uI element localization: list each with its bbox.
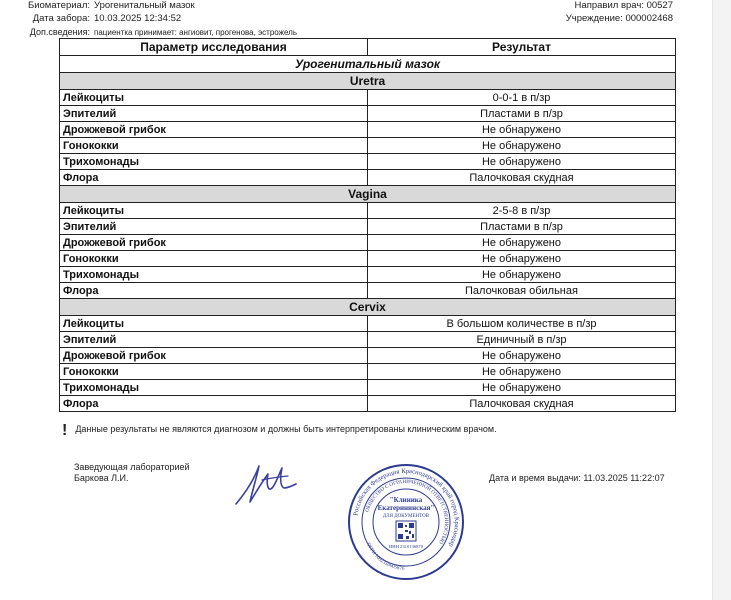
result-cell: Единичный в п/зр <box>368 332 676 348</box>
param-cell: Эпителий <box>60 106 368 122</box>
table-row <box>60 122 676 138</box>
param-cell: Трихомонады <box>60 380 368 396</box>
stamp-inner-text: ОБЩЕСТВО С ОГРАНИЧЕННОЙ ОТВЕТСТВЕННОСТЬЮ <box>364 478 450 545</box>
stamp-inn: ИНН 2310136870 <box>388 544 424 549</box>
extra-value: пациентка принимает: ангиовит, прогенова, эстрожель <box>94 28 298 37</box>
table-header-row <box>60 39 676 56</box>
biomaterial-line <box>2 0 195 11</box>
param-cell: Гонококки <box>60 251 368 267</box>
result-cell: Не обнаружено <box>368 138 676 154</box>
table-row <box>60 267 676 283</box>
section-name: Vagina <box>60 186 676 203</box>
result-cell: Не обнаружено <box>368 235 676 251</box>
param-cell: Флора <box>60 396 368 412</box>
param-cell: Гонококки <box>60 138 368 154</box>
param-cell: Дрожжевой грибок <box>60 122 368 138</box>
stamp-outer-text: Российская Федерация Краснодарский край город Краснодар <box>352 467 461 549</box>
table-row <box>60 396 676 412</box>
stamp-center-line1: "Клиника <box>389 496 423 504</box>
table-row <box>60 316 676 332</box>
date-line <box>2 13 181 24</box>
extra-line <box>2 27 297 37</box>
table-row <box>60 106 676 122</box>
result-cell: В большом количестве в п/зр <box>368 316 676 332</box>
table-row <box>60 170 676 186</box>
param-cell: Эпителий <box>60 332 368 348</box>
table-title-row <box>60 56 676 73</box>
result-cell: Не обнаружено <box>368 251 676 267</box>
param-cell: Лейкоциты <box>60 316 368 332</box>
section-name: Uretra <box>60 73 676 90</box>
result-cell: Не обнаружено <box>368 122 676 138</box>
param-cell: Флора <box>60 170 368 186</box>
table-row <box>60 90 676 106</box>
disclaimer-text: Данные результаты не являются диагнозом и должны быть интерпретированы клиническим врачом. <box>75 424 497 434</box>
table-row <box>60 219 676 235</box>
stamp-qr-code-icon <box>396 521 416 541</box>
result-cell: Палочковая скудная <box>368 396 676 412</box>
result-cell: Палочковая скудная <box>368 170 676 186</box>
table-row <box>60 364 676 380</box>
stamp-seal-icon <box>346 462 466 582</box>
stamp-ogrn: ОГРН 1092310005876 <box>365 541 405 572</box>
table-row <box>60 380 676 396</box>
result-cell: Не обнаружено <box>368 364 676 380</box>
param-cell: Гонококки <box>60 364 368 380</box>
result-cell: Пластами в п/зр <box>368 219 676 235</box>
issue-datetime: Дата и время выдачи: 11.03.2025 11:22:07 <box>489 473 665 483</box>
institution: Учреждение: 000002468 <box>565 13 673 24</box>
signature-icon <box>232 458 302 508</box>
column-header-result: Результат <box>368 39 676 56</box>
biomaterial-label: Биоматериал: <box>27 0 90 11</box>
signature-image <box>232 458 302 513</box>
table-row <box>60 348 676 364</box>
stamp-center-line3: ДЛЯ ДОКУМЕНТОВ <box>382 514 430 519</box>
result-cell: Не обнаружено <box>368 267 676 283</box>
disclaimer <box>62 422 497 440</box>
lab-head-name: Баркова Л.И. <box>74 473 129 483</box>
referring-doctor: Направил врач: 00527 <box>574 0 673 11</box>
clinic-stamp <box>346 462 466 587</box>
param-cell: Лейкоциты <box>60 90 368 106</box>
section-row <box>60 73 676 90</box>
section-row <box>60 186 676 203</box>
date-value: 10.03.2025 12:34:52 <box>94 13 182 24</box>
table-title: Урогенитальный мазок <box>60 56 676 73</box>
result-cell: 2-5-8 в п/зр <box>368 203 676 219</box>
param-cell: Трихомонады <box>60 154 368 170</box>
table-row <box>60 332 676 348</box>
section-row <box>60 299 676 316</box>
result-cell: Не обнаружено <box>368 380 676 396</box>
result-cell: Не обнаружено <box>368 348 676 364</box>
column-header-parameter: Параметр исследования <box>60 39 368 56</box>
page-edge-scrollbar <box>712 0 731 600</box>
lab-head <box>74 462 190 484</box>
lab-head-title: Заведующая лабораторией <box>74 462 190 472</box>
results-table <box>59 38 676 412</box>
param-cell: Трихомонады <box>60 267 368 283</box>
result-cell: Не обнаружено <box>368 154 676 170</box>
param-cell: Эпителий <box>60 219 368 235</box>
param-cell: Лейкоциты <box>60 203 368 219</box>
extra-label: Доп.сведения: <box>29 27 90 37</box>
result-cell: Палочковая обильная <box>368 283 676 299</box>
table-row <box>60 283 676 299</box>
result-cell: Пластами в п/зр <box>368 106 676 122</box>
table-row <box>60 203 676 219</box>
result-cell: 0-0-1 в п/зр <box>368 90 676 106</box>
stamp-center-line2: Екатерининская" <box>377 504 435 512</box>
param-cell: Флора <box>60 283 368 299</box>
table-row <box>60 154 676 170</box>
table-row <box>60 235 676 251</box>
param-cell: Дрожжевой грибок <box>60 235 368 251</box>
table-row <box>60 138 676 154</box>
table-row <box>60 251 676 267</box>
section-name: Cervix <box>60 299 676 316</box>
date-label: Дата забора: <box>32 13 90 24</box>
exclamation-icon: ! <box>62 422 68 439</box>
param-cell: Дрожжевой грибок <box>60 348 368 364</box>
biomaterial-value: Урогенитальный мазок <box>94 0 195 11</box>
